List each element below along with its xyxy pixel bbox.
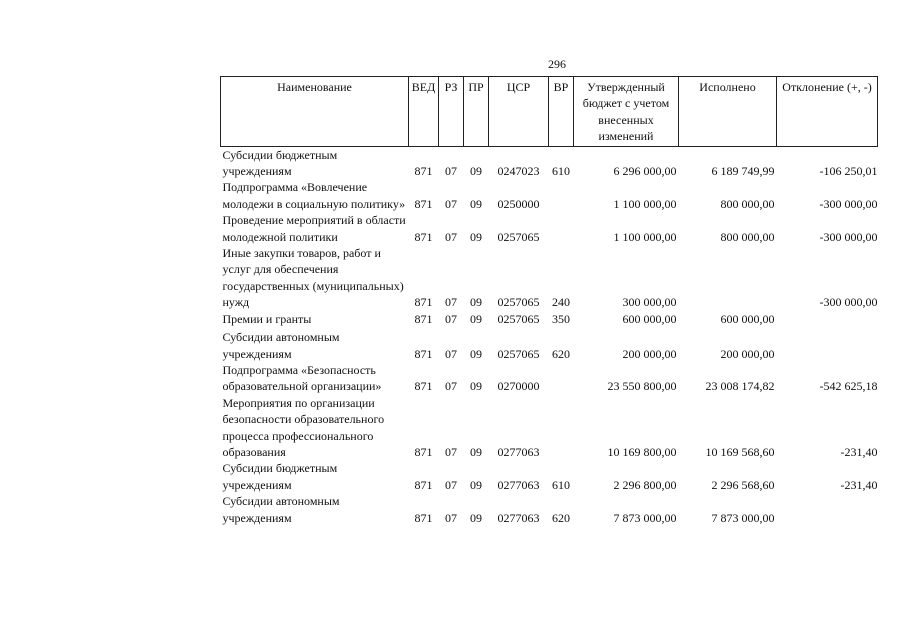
header-approved: Утвержденный бюджет с учетом внесенных изменений xyxy=(574,77,679,147)
row-executed: 200 000,00 xyxy=(720,346,775,361)
row-pr: 09 xyxy=(470,164,482,179)
row-approved: 6 296 000,00 xyxy=(613,164,677,179)
row-deviation xyxy=(777,327,878,362)
row-approved: 2 296 800,00 xyxy=(613,477,677,492)
row-executed xyxy=(679,245,777,311)
row-vr xyxy=(549,212,574,245)
row-rz: 07 xyxy=(445,346,457,361)
row-ved: 871 xyxy=(414,510,433,525)
row-csr: 0257065 xyxy=(497,229,540,244)
row-ved: 871 xyxy=(414,311,433,326)
header-ved: ВЕД xyxy=(409,77,439,147)
row-vr: 240 xyxy=(552,295,570,310)
row-pr: 09 xyxy=(470,510,482,525)
row-executed: 7 873 000,00 xyxy=(711,510,775,525)
table-header-row xyxy=(221,77,878,147)
header-csr: ЦСР xyxy=(489,77,549,147)
row-pr: 09 xyxy=(470,311,482,326)
row-pr: 09 xyxy=(470,444,482,459)
table-row xyxy=(221,362,878,395)
row-approved: 600 000,00 xyxy=(622,311,677,326)
header-rz: РЗ xyxy=(439,77,464,147)
row-vr: 610 xyxy=(552,164,570,179)
row-pr: 09 xyxy=(470,295,482,310)
row-ved: 871 xyxy=(414,229,433,244)
row-csr: 0257065 xyxy=(497,311,540,326)
row-vr xyxy=(549,179,574,212)
row-executed: 10 169 568,60 xyxy=(705,444,775,459)
row-pr: 09 xyxy=(470,196,482,211)
row-name: Проведение мероприятий в области молодежной политики xyxy=(222,213,406,244)
row-name: Иные закупки товаров, работ и услуг для обеспечения государственных (муниципальных) нужд xyxy=(222,246,404,310)
table-row xyxy=(221,146,878,179)
table-row xyxy=(221,245,878,311)
row-approved: 1 100 000,00 xyxy=(613,196,677,211)
row-ved: 871 xyxy=(414,346,433,361)
table-row xyxy=(221,212,878,245)
row-rz: 07 xyxy=(445,379,457,394)
row-csr: 0257065 xyxy=(497,346,540,361)
row-deviation xyxy=(777,493,878,526)
row-executed: 6 189 749,99 xyxy=(711,164,775,179)
row-vr: 610 xyxy=(552,477,570,492)
row-ved: 871 xyxy=(414,295,433,310)
row-name: Субсидии автономным учреждениям xyxy=(222,330,340,361)
row-pr: 09 xyxy=(470,477,482,492)
row-approved: 1 100 000,00 xyxy=(613,229,677,244)
row-name: Субсидии автономным учреждениям xyxy=(222,494,340,525)
row-pr: 09 xyxy=(470,379,482,394)
row-name: Мероприятия по организации безопасности образовательного процесса профессионального образования xyxy=(222,395,385,459)
row-ved: 871 xyxy=(414,477,433,492)
row-executed: 600 000,00 xyxy=(720,311,775,326)
table-row xyxy=(221,179,878,212)
row-executed: 800 000,00 xyxy=(720,196,775,211)
row-approved: 7 873 000,00 xyxy=(613,510,677,525)
table-row xyxy=(221,311,878,327)
row-rz: 07 xyxy=(445,510,457,525)
row-name: Подпрограмма «Вовлечение молодежи в социальную политику» xyxy=(222,180,406,211)
header-pr: ПР xyxy=(464,77,489,147)
row-executed: 23 008 174,82 xyxy=(705,379,775,394)
row-csr: 0257065 xyxy=(497,295,540,310)
row-csr: 0247023 xyxy=(497,164,540,179)
row-ved: 871 xyxy=(414,444,433,459)
row-approved: 23 550 800,00 xyxy=(607,379,677,394)
row-rz: 07 xyxy=(445,295,457,310)
row-deviation: -300 000,00 xyxy=(819,196,878,211)
row-rz: 07 xyxy=(445,229,457,244)
row-vr xyxy=(549,395,574,461)
table-row xyxy=(221,493,878,526)
row-approved: 300 000,00 xyxy=(622,295,677,310)
header-name: Наименование xyxy=(221,77,409,147)
page-number: 296 xyxy=(548,57,566,71)
row-csr: 0277063 xyxy=(497,477,540,492)
table-row xyxy=(221,460,878,493)
row-csr: 0250000 xyxy=(497,196,540,211)
row-csr: 0277063 xyxy=(497,510,540,525)
row-csr: 0270000 xyxy=(497,379,540,394)
row-rz: 07 xyxy=(445,196,457,211)
row-vr: 350 xyxy=(552,311,570,326)
row-vr: 620 xyxy=(552,510,570,525)
row-vr: 620 xyxy=(552,346,570,361)
row-deviation: -542 625,18 xyxy=(819,379,878,394)
row-deviation: -231,40 xyxy=(840,444,878,459)
row-rz: 07 xyxy=(445,311,457,326)
row-name: Премии и гранты xyxy=(222,311,312,326)
row-deviation: -300 000,00 xyxy=(819,229,878,244)
row-pr: 09 xyxy=(470,346,482,361)
row-approved: 10 169 800,00 xyxy=(607,444,677,459)
table-row xyxy=(221,395,878,461)
table-row xyxy=(221,327,878,362)
row-ved: 871 xyxy=(414,196,433,211)
row-executed: 2 296 568,60 xyxy=(711,477,775,492)
row-name: Субсидии бюджетным учреждениям xyxy=(222,461,338,492)
row-deviation: -106 250,01 xyxy=(819,164,878,179)
row-approved: 200 000,00 xyxy=(622,346,677,361)
row-pr: 09 xyxy=(470,229,482,244)
row-executed: 800 000,00 xyxy=(720,229,775,244)
row-vr xyxy=(549,362,574,395)
row-name: Подпрограмма «Безопасность образовательной организации» xyxy=(222,362,382,394)
row-deviation: -300 000,00 xyxy=(819,295,878,310)
header-vr: ВР xyxy=(549,77,574,147)
table-body xyxy=(221,146,878,526)
row-deviation xyxy=(777,311,878,327)
row-ved: 871 xyxy=(414,379,433,394)
header-deviation: Отклонение (+, -) xyxy=(777,77,878,147)
row-ved: 871 xyxy=(414,164,433,179)
row-name: Субсидии бюджетным учреждениям xyxy=(222,147,338,179)
budget-execution-table xyxy=(220,76,878,526)
row-rz: 07 xyxy=(445,164,457,179)
header-executed: Исполнено xyxy=(679,77,777,147)
row-rz: 07 xyxy=(445,477,457,492)
row-rz: 07 xyxy=(445,444,457,459)
row-csr: 0277063 xyxy=(497,444,540,459)
row-deviation: -231,40 xyxy=(840,477,878,492)
